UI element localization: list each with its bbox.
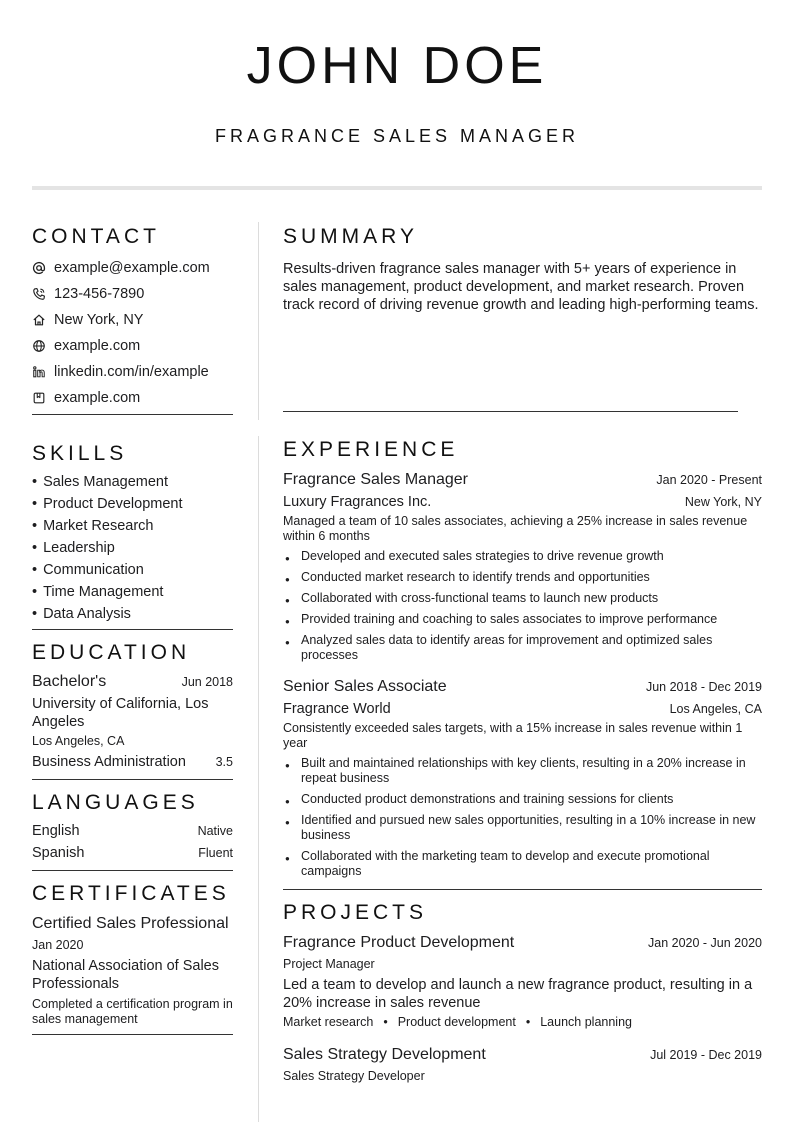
section-heading-experience: EXPERIENCE <box>283 438 459 461</box>
section-heading-projects: PROJECTS <box>283 901 428 924</box>
contact-phone[interactable] <box>32 281 233 307</box>
column-divider <box>258 436 259 1122</box>
language-name: English <box>32 823 80 839</box>
education-field: Business Administration <box>32 754 186 770</box>
at-icon <box>32 261 46 275</box>
education-gpa: 3.5 <box>215 755 233 769</box>
experience-bullet: ● Conducted product demonstrations and training sessions for clients <box>283 792 762 807</box>
contact-text: example.com <box>54 390 141 406</box>
project-name: Fragrance Product Development <box>283 934 515 951</box>
skill-item: • Data Analysis <box>32 606 131 622</box>
projects-section <box>283 900 762 1083</box>
language-level: Fluent <box>198 846 233 860</box>
contact-portfolio[interactable] <box>32 385 233 411</box>
project-name: Sales Strategy Development <box>283 1046 486 1063</box>
linkedin-icon <box>32 365 46 379</box>
contact-email[interactable] <box>32 255 233 281</box>
project-entry <box>283 933 762 1029</box>
project-role: Sales Strategy Developer <box>283 1069 425 1083</box>
skill-label: Communication <box>43 562 144 578</box>
language-row <box>32 822 233 844</box>
contact-text: 123-456-7890 <box>54 286 145 302</box>
home-icon <box>32 313 46 327</box>
experience-entry <box>283 470 762 663</box>
experience-bullet: ● Collaborated with the marketing team to develop and execute promotional campaigns <box>283 849 762 879</box>
job-title: FRAGRANCE SALES MANAGER <box>214 126 580 146</box>
education-school: University of California, Los Angeles <box>32 696 209 730</box>
experience-location: New York, NY <box>684 495 762 509</box>
skill-item: • Time Management <box>32 584 164 600</box>
experience-bullet: ● Analyzed sales data to identify areas for improvement and optimized sales processes <box>283 633 762 663</box>
section-heading-languages: LANGUAGES <box>32 791 199 814</box>
globe-icon <box>32 339 46 353</box>
section-heading-summary: SUMMARY <box>283 225 418 248</box>
skill-label: Time Management <box>43 584 164 600</box>
contact-text: example.com <box>54 338 141 354</box>
experience-title: Senior Sales Associate <box>283 678 447 695</box>
language-level: Native <box>197 824 233 838</box>
summary-section <box>283 224 762 412</box>
experience-bullet: ● Identified and pursued new sales opportunities, resulting in a 10% increase in new business <box>283 813 762 843</box>
project-role: Project Manager <box>283 957 375 971</box>
experience-title: Fragrance Sales Manager <box>283 471 468 488</box>
contact-text: New York, NY <box>54 312 144 328</box>
contact-section <box>32 224 233 415</box>
contact-text: linkedin.com/in/example <box>54 364 209 380</box>
section-divider <box>283 889 762 890</box>
contact-text: example@example.com <box>54 260 210 276</box>
experience-section <box>283 437 762 890</box>
section-heading-skills: SKILLS <box>32 442 128 465</box>
experience-bullet: ● Collaborated with cross-functional teams to launch new products <box>283 591 762 606</box>
experience-dates: Jan 2020 - Present <box>656 473 762 487</box>
section-heading-education: EDUCATION <box>32 641 191 664</box>
bookmark-icon <box>32 391 46 405</box>
phone-icon <box>32 287 46 301</box>
tag-separator: • <box>383 1015 388 1029</box>
certificates-section <box>32 881 233 1035</box>
experience-bullets <box>283 756 762 879</box>
language-row <box>32 844 233 866</box>
skill-label: Product Development <box>43 496 183 512</box>
project-tags <box>283 1015 762 1029</box>
education-date: Jun 2018 <box>181 675 233 689</box>
section-divider <box>32 779 233 780</box>
section-divider <box>32 1034 233 1035</box>
header-divider <box>32 186 762 190</box>
experience-bullets <box>283 549 762 663</box>
project-tag: Launch planning <box>540 1015 632 1029</box>
contact-location <box>32 307 233 333</box>
skills-section <box>32 441 233 630</box>
summary-text: Results-driven fragrance sales manager with 5+ years of experience in sales management, product development, and market research. Proven track record of driving revenue growth and leading high-performing teams. <box>283 261 759 313</box>
experience-summary: Managed a team of 10 sales associates, achieving a 25% increase in sales revenue within 6 months <box>283 514 748 543</box>
languages-section <box>32 790 233 871</box>
skill-item: • Sales Management <box>32 474 169 490</box>
project-dates: Jul 2019 - Dec 2019 <box>650 1048 762 1062</box>
certificate-issuer: National Association of Sales Professionals <box>32 958 219 992</box>
certificate-description: Completed a certification program in sales management <box>32 997 233 1026</box>
left-column <box>32 224 233 1035</box>
experience-entry <box>283 677 762 879</box>
skill-item: • Product Development <box>32 496 183 512</box>
certificate-date: Jan 2020 <box>32 938 84 952</box>
candidate-name: JOHN DOE <box>246 37 548 95</box>
contact-linkedin[interactable] <box>32 359 233 385</box>
experience-summary: Consistently exceeded sales targets, with a 15% increase in sales revenue within 1 year <box>283 721 743 750</box>
education-section <box>32 640 233 780</box>
column-divider <box>258 222 259 420</box>
skill-label: Leadership <box>43 540 115 556</box>
project-tag: Market research <box>283 1015 374 1029</box>
section-divider <box>32 870 233 871</box>
education-degree: Bachelor's <box>32 673 107 690</box>
skill-item: • Leadership <box>32 540 115 556</box>
experience-company: Luxury Fragrances Inc. <box>283 494 432 510</box>
skill-label: Sales Management <box>43 474 169 490</box>
project-entry <box>283 1045 762 1083</box>
right-column <box>283 224 762 1083</box>
certificate-name: Certified Sales Professional <box>32 915 229 932</box>
experience-bullet: ● Built and maintained relationships with key clients, resulting in a 20% increase in repeat business <box>283 756 762 786</box>
skill-label: Data Analysis <box>43 606 131 622</box>
section-heading-contact: CONTACT <box>32 225 160 248</box>
project-description: Led a team to develop and launch a new fragrance product, resulting in a 20% increase in sales revenue <box>283 977 753 1011</box>
section-heading-certificates: CERTIFICATES <box>32 882 230 905</box>
education-location: Los Angeles, CA <box>32 734 125 748</box>
experience-location: Los Angeles, CA <box>669 702 762 716</box>
skill-label: Market Research <box>43 518 154 534</box>
section-divider <box>32 414 233 415</box>
language-name: Spanish <box>32 845 85 861</box>
experience-bullet: ● Conducted market research to identify trends and opportunities <box>283 570 762 585</box>
experience-dates: Jun 2018 - Dec 2019 <box>645 680 762 694</box>
section-divider <box>283 411 738 412</box>
project-tag: Product development <box>397 1015 516 1029</box>
section-divider <box>32 629 233 630</box>
skill-item: • Market Research <box>32 518 154 534</box>
experience-bullet: ● Developed and executed sales strategies to drive revenue growth <box>283 549 762 564</box>
experience-bullet: ● Provided training and coaching to sales associates to improve performance <box>283 612 762 627</box>
contact-website[interactable] <box>32 333 233 359</box>
tag-separator: • <box>525 1015 531 1029</box>
experience-company: Fragrance World <box>283 701 391 717</box>
project-dates: Jan 2020 - Jun 2020 <box>648 936 762 950</box>
skill-item: • Communication <box>32 562 144 578</box>
